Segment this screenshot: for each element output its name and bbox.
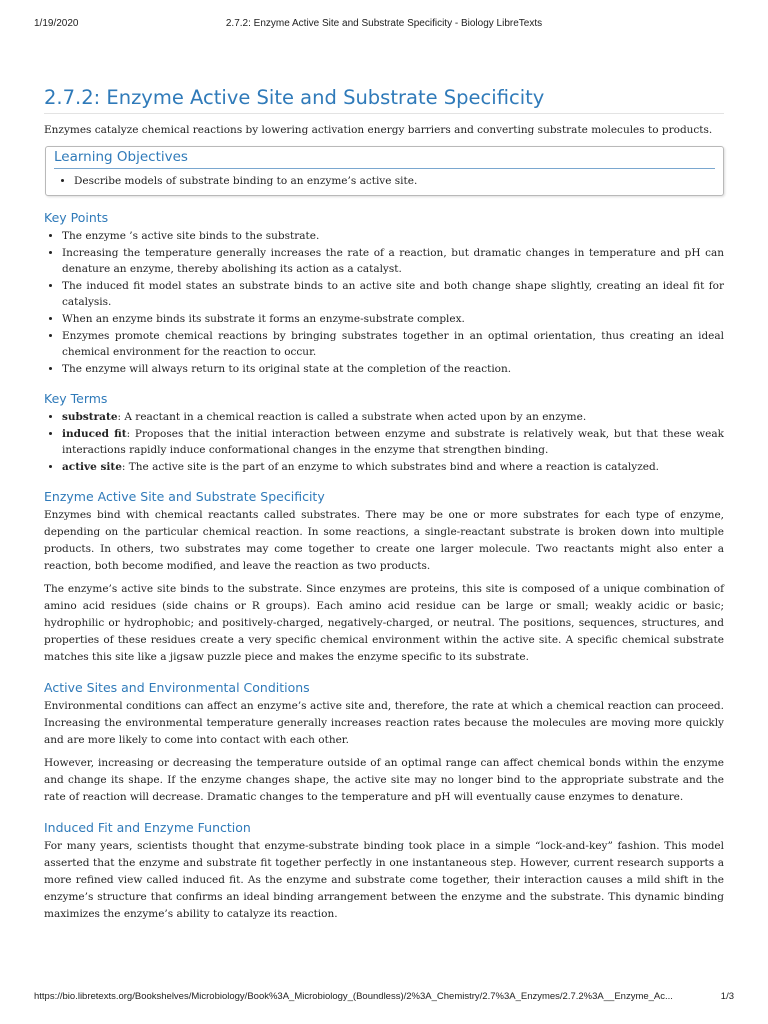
- section-heading-induced-fit: Induced Fit and Enzyme Function: [44, 820, 251, 835]
- key-point-item: • When an enzyme binds its substrate it forms an enzyme-substrate complex.: [62, 311, 724, 327]
- body-paragraph: For many years, scientists thought that enzyme-substrate binding took place in a simple “lock-and-key” fashion. This model asserted that the enzyme and substrate fit together perfectly in one instantaneous step. However, current research supports a more refined view called induced fit. As the enzyme and substrate come together, their interaction causes a mild shift in the enzyme’s structure that confirms an ideal binding arrangement between the enzyme and the substrate. This dynamic binding maximizes the enzyme’s ability to catalyze its reaction.: [44, 840, 724, 920]
- learning-objectives-list: [54, 174, 715, 189]
- key-points-heading: Key Points: [44, 210, 109, 225]
- key-term-definition: : Proposes that the initial interaction between enzyme and substrate is relatively weak, but that these weak interactions rapidly induce conformational changes in the enzyme that strengthen binding.: [62, 428, 725, 456]
- key-point-item: • The induced fit model states an substrate binds to an active site and both change shape slightly, creating an ideal fit for catalysis.: [62, 278, 724, 310]
- key-term-name: substrate: [62, 411, 118, 423]
- body-paragraph: However, increasing or decreasing the temperature outside of an optimal range can affect chemical bonds within the enzyme and change its shape. If the enzyme changes shape, the active site may no longer bind to the appropriate substrate and the rate of reaction will decrease. Dramatic changes to the temperature and pH will eventually cause enzymes to denature.: [44, 757, 724, 803]
- print-footer: [34, 991, 734, 1002]
- key-term-name: induced fit: [62, 428, 127, 440]
- key-term-definition: : The active site is the part of an enzyme to which substrates bind and where a reaction is catalyzed.: [121, 461, 660, 473]
- key-term-definition: : A reactant in a chemical reaction is called a substrate when acted upon by an enzyme.: [117, 411, 587, 423]
- section-heading-environment: Active Sites and Environmental Conditions: [44, 680, 310, 695]
- page-title: 2.7.2: Enzyme Active Site and Substrate Specificity: [44, 86, 724, 114]
- print-header: [34, 18, 734, 29]
- body-paragraph: The enzyme’s active site binds to the substrate. Since enzymes are proteins, this site is composed of a unique combination of amino acid residues (side chains or R groups). Each amino acid residue can be large or small; weakly acidic or basic; hydrophilic or hydrophobic; and positively-charged, negatively-charged, or neutral. The positions, sequences, structures, and properties of these residues create a very specific chemical environment within the active site. A specific chemical substrate matches this site like a jigsaw puzzle piece and makes the enzyme specific to its substrate.: [44, 583, 724, 663]
- print-page-number: 1/3: [720, 991, 734, 1002]
- article-content: [44, 86, 724, 929]
- key-terms-list: [44, 409, 724, 475]
- key-point-item: • The enzyme ’s active site binds to the substrate.: [62, 228, 724, 244]
- print-page-title: 2.7.2: Enzyme Active Site and Substrate Specificity - Biology LibreTexts: [225, 18, 543, 29]
- key-term-name: active site: [62, 461, 122, 473]
- key-terms-heading: Key Terms: [44, 391, 108, 406]
- section-heading-specificity: Enzyme Active Site and Substrate Specificity: [44, 489, 325, 504]
- learning-objectives-box: [45, 146, 724, 196]
- intro-paragraph: Enzymes catalyze chemical reactions by lowering activation energy barriers and converting substrate molecules to products.: [44, 124, 713, 136]
- key-point-item: • Enzymes promote chemical reactions by bringing substrates together in an optimal orientation, thus creating an ideal chemical environment for the reaction to occur.: [62, 328, 724, 360]
- body-paragraph: Enzymes bind with chemical reactants called substrates. There may be one or more substrates for each type of enzyme, depending on the particular chemical reaction. In some reactions, a single-reactant substrate is broken down into multiple products. In others, two substrates may come together to create one larger molecule. Two reactants might also enter a reaction, both become modified, and leave the reaction as two products.: [44, 509, 724, 572]
- key-term-item: [62, 459, 724, 475]
- print-url: https://bio.libretexts.org/Bookshelves/Microbiology/Book%3A_Microbiology_(Boundless)/2%3A_Chemistry/2.7%3A_Enzymes/2.7.2%3A__Enzyme_Ac...: [34, 991, 673, 1002]
- objective-item: • Describe models of substrate binding to an enzyme’s active site.: [74, 174, 715, 189]
- key-point-item: • Increasing the temperature generally increases the rate of a reaction, but dramatic changes in temperature and pH can denature an enzyme, thereby abolishing its action as a catalyst.: [62, 245, 724, 277]
- learning-objectives-heading: Learning Objectives: [54, 149, 715, 169]
- print-date: 1/19/2020: [34, 18, 79, 29]
- key-points-list: [44, 228, 724, 377]
- key-term-item: [62, 426, 724, 458]
- key-point-item: • The enzyme will always return to its original state at the completion of the reaction.: [62, 361, 724, 377]
- body-paragraph: Environmental conditions can affect an enzyme’s active site and, therefore, the rate at which a chemical reaction can proceed. Increasing the environmental temperature generally increases reaction rates because the molecules are moving more quickly and are more likely to come into contact with each other.: [44, 700, 724, 746]
- key-term-item: [62, 409, 724, 425]
